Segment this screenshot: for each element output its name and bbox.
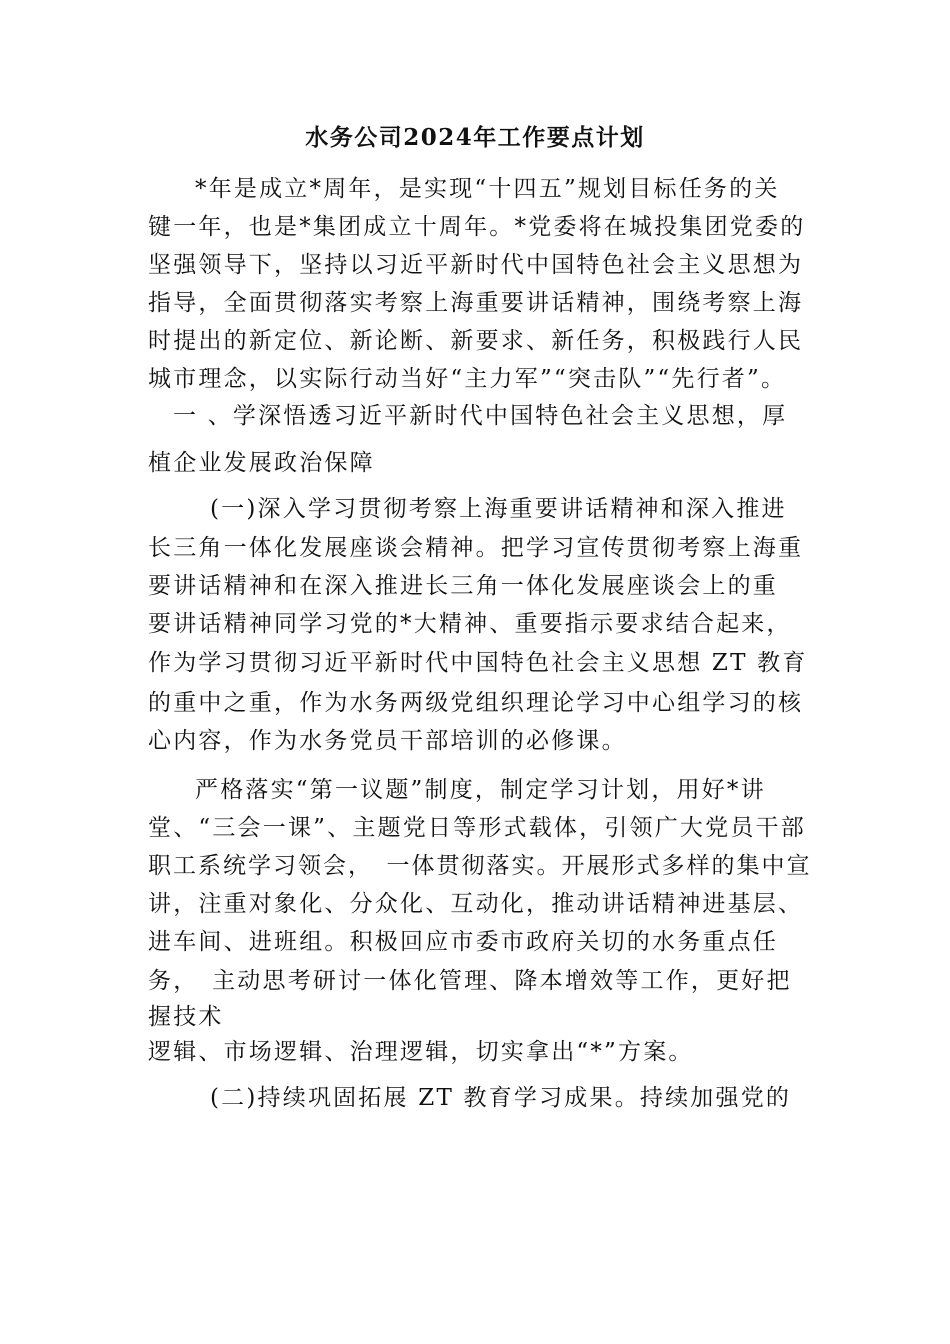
paragraph-line: 逻辑、市场逻辑、治理逻辑，切实拿出“*”方案。	[148, 1039, 694, 1065]
section-heading-line: 植企业发展政治保障	[148, 450, 375, 476]
paragraph-line: 职工系统学习领会， 一体贯彻落实。开展形式多样的集中宣	[148, 853, 812, 879]
paragraph-line: 指导，全面贯彻落实考察上海重要讲话精神，围绕考察上海	[148, 290, 804, 316]
paragraph-line: 坚强领导下，坚持以习近平新时代中国特色社会主义思想为	[148, 252, 804, 278]
paragraph-line: 键一年，也是*集团成立十周年。*党委将在城投集团党委的	[148, 214, 806, 240]
paragraph-line: 讲，注重对象化、分众化、互动化，推动讲话精神进基层、	[148, 891, 804, 917]
paragraph-line: 的重中之重，作为水务两级党组织理论学习中心组学习的核	[148, 690, 804, 716]
paragraph-line: 堂、“三会一课”、主题党日等形式载体，引领广大党员干部	[148, 815, 806, 841]
paragraph-line: 时提出的新定位、新论断、新要求、新任务，积极践行人民	[148, 328, 804, 354]
document-title: 水务公司2024年工作要点计划	[305, 124, 645, 151]
paragraph-line: (一)深入学习贯彻考察上海重要讲话精神和深入推进	[210, 496, 787, 522]
paragraph-line: 要讲话精神同学习党的*大精神、重要指示要求结合起来，	[148, 611, 792, 637]
paragraph-line: *年是成立*周年，是实现“十四五”规划目标任务的关	[195, 176, 780, 202]
paragraph-line: 进车间、进班组。积极回应市委市政府关切的水务重点任	[148, 929, 778, 955]
paragraph-line: 心内容，作为水务党员干部培训的必修课。	[148, 728, 627, 754]
paragraph-line: 务， 主动思考研讨一体化管理、降本增效等工作，更好把	[148, 968, 792, 994]
paragraph-line: 握技术	[148, 1004, 224, 1030]
paragraph-line: 作为学习贯彻习近平新时代中国特色社会主义思想 ZT 教育	[148, 650, 808, 676]
section-heading-line: 一 、学深悟透习近平新时代中国特色社会主义思想，厚	[173, 403, 788, 429]
paragraph-line: 长三角一体化发展座谈会精神。把学习宣传贯彻考察上海重	[148, 535, 804, 561]
paragraph-line: 要讲话精神和在深入推进长三角一体化发展座谈会上的重	[148, 573, 778, 599]
paragraph-line: 城市理念，以实际行动当好“主力军”“突击队”“先行者”。	[148, 366, 787, 392]
paragraph-line: (二)持续巩固拓展 ZT 教育学习成果。持续加强党的	[210, 1085, 792, 1111]
paragraph-line: 严格落实“第一议题”制度，制定学习计划，用好*讲	[195, 777, 766, 803]
